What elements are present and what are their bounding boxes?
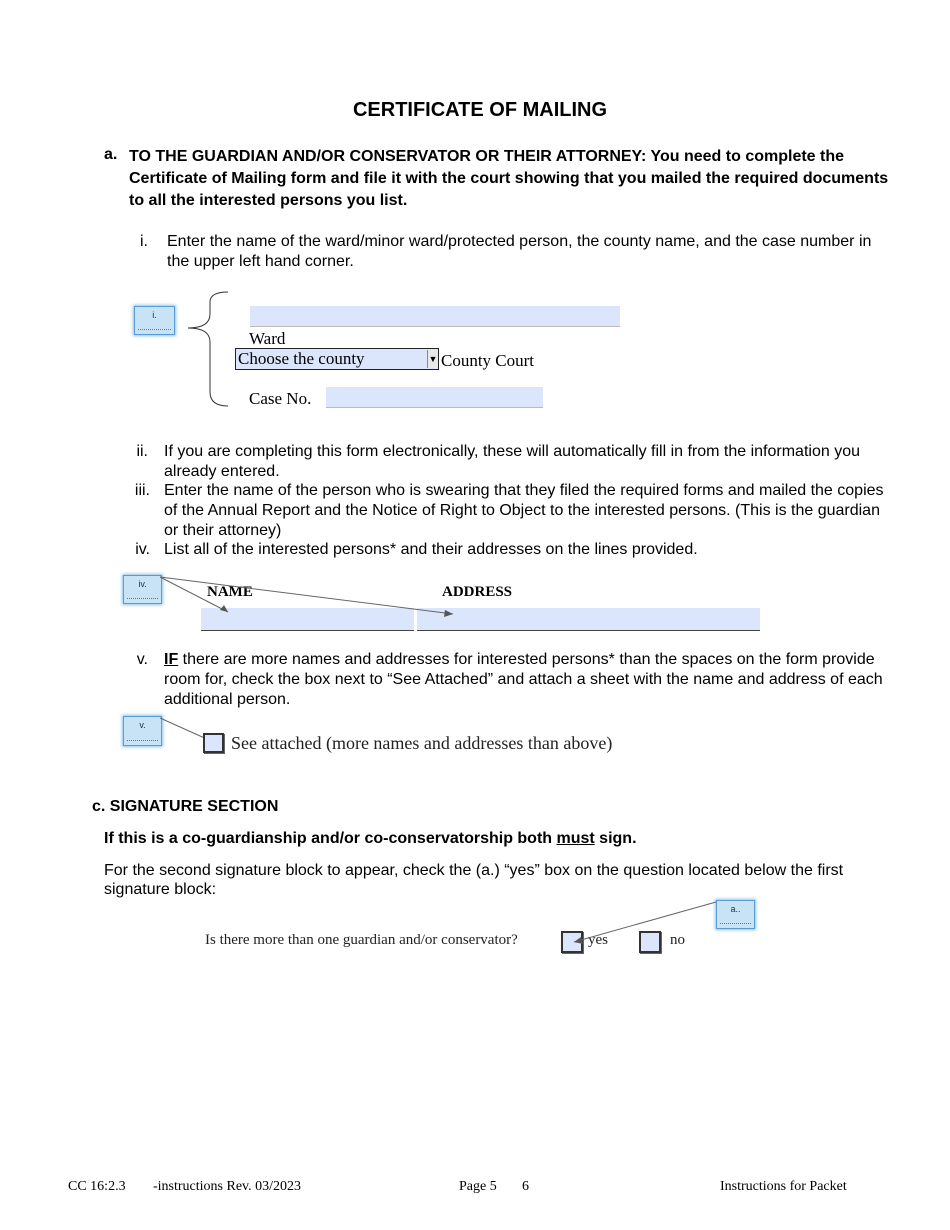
callout-a xyxy=(716,900,755,929)
callout-v-dots xyxy=(127,740,158,741)
step-v-number: v. xyxy=(136,651,148,668)
step-v-text xyxy=(164,650,889,710)
step-iii-text: Enter the name of the person who is swearing that they filed the required forms and mailed the copies of the Annual Report and the Notice of Right to Object to the interested persons. (This is the guardian or their attorney) xyxy=(164,482,884,539)
step-i-number: i. xyxy=(140,233,148,250)
name-column-header: NAME xyxy=(207,584,253,600)
note-post: sign. xyxy=(594,830,637,847)
callout-i-label: i. xyxy=(152,310,157,320)
more-than-one-question: Is there more than one guardian and/or conservator? xyxy=(205,932,518,948)
brace-bracket xyxy=(180,288,240,413)
county-select[interactable] xyxy=(235,348,439,370)
step-iii-number: iii. xyxy=(134,482,150,499)
county-court-label: County Court xyxy=(441,351,535,370)
step-iv-number: iv. xyxy=(135,541,150,558)
see-attached-label: See attached (more names and addresses than above) xyxy=(231,733,613,753)
step-v-if: IF xyxy=(164,651,179,668)
step-iv-text: List all of the interested persons* and their addresses on the lines provided. xyxy=(164,541,698,558)
footer-page-total: 6 xyxy=(522,1179,529,1194)
step-ii-text: If you are completing this form electronically, these will automatically fill in from the information you already entered. xyxy=(164,443,860,480)
ward-label: Ward xyxy=(249,329,286,348)
section-a-text: TO THE GUARDIAN AND/OR CONSERVATOR OR THEIR ATTORNEY: You need to complete the Certificate of Mailing form and file it with the court showing that you mailed the required documents to all the interested persons you list. xyxy=(129,148,889,209)
callout-i xyxy=(134,306,175,335)
address-entry-field[interactable] xyxy=(417,608,760,631)
case-number-field[interactable] xyxy=(326,387,543,408)
callout-v-label: v. xyxy=(139,720,146,730)
callout-a-dots xyxy=(720,923,751,924)
section-a-letter: a. xyxy=(104,146,118,163)
note-pre: If this is a co-guardianship and/or co-conservatorship both xyxy=(104,830,557,847)
callout-v xyxy=(123,716,162,746)
note-must: must xyxy=(556,830,595,847)
ward-name-field[interactable] xyxy=(250,306,620,327)
step-ii-number: ii. xyxy=(136,443,148,460)
callout-i-dots xyxy=(138,329,171,330)
footer-packet: Instructions for Packet xyxy=(720,1179,847,1194)
dropdown-arrow-icon[interactable]: ▼ xyxy=(427,350,438,368)
see-attached-checkbox[interactable] xyxy=(203,733,224,753)
yes-label: yes xyxy=(588,932,608,948)
footer-form-id: CC 16:2.3 xyxy=(68,1179,126,1194)
county-select-value: Choose the county xyxy=(238,349,365,368)
signature-section-heading: c. SIGNATURE SECTION xyxy=(92,798,279,815)
callout-iv-dots xyxy=(127,598,158,599)
step-v-body: there are more names and addresses for interested persons* than the spaces on the form provide room for, check the box next to “See Attached” and attach a sheet with the name and address of each additional person. xyxy=(164,651,883,708)
address-column-header: ADDRESS xyxy=(442,584,513,600)
case-no-label: Case No. xyxy=(249,389,312,408)
footer-page-label: Page 5 xyxy=(459,1179,497,1194)
page-title: CERTIFICATE OF MAILING xyxy=(352,99,608,121)
callout-a-arrow xyxy=(566,900,718,948)
no-label: no xyxy=(670,932,685,948)
callout-iv-label: iv. xyxy=(138,579,147,589)
callout-iv-arrows xyxy=(158,574,458,624)
step-i-text: Enter the name of the ward/minor ward/protected person, the county name, and the case number in the upper left hand corner. xyxy=(167,233,872,270)
footer-revision: -instructions Rev. 03/2023 xyxy=(153,1179,302,1194)
co-guardianship-note xyxy=(104,830,637,848)
signature-instructions: For the second signature block to appear, check the (a.) “yes” box on the question located below the first signature block: xyxy=(104,862,844,898)
callout-a-label: a.. xyxy=(730,904,741,914)
callout-iv xyxy=(123,575,162,604)
